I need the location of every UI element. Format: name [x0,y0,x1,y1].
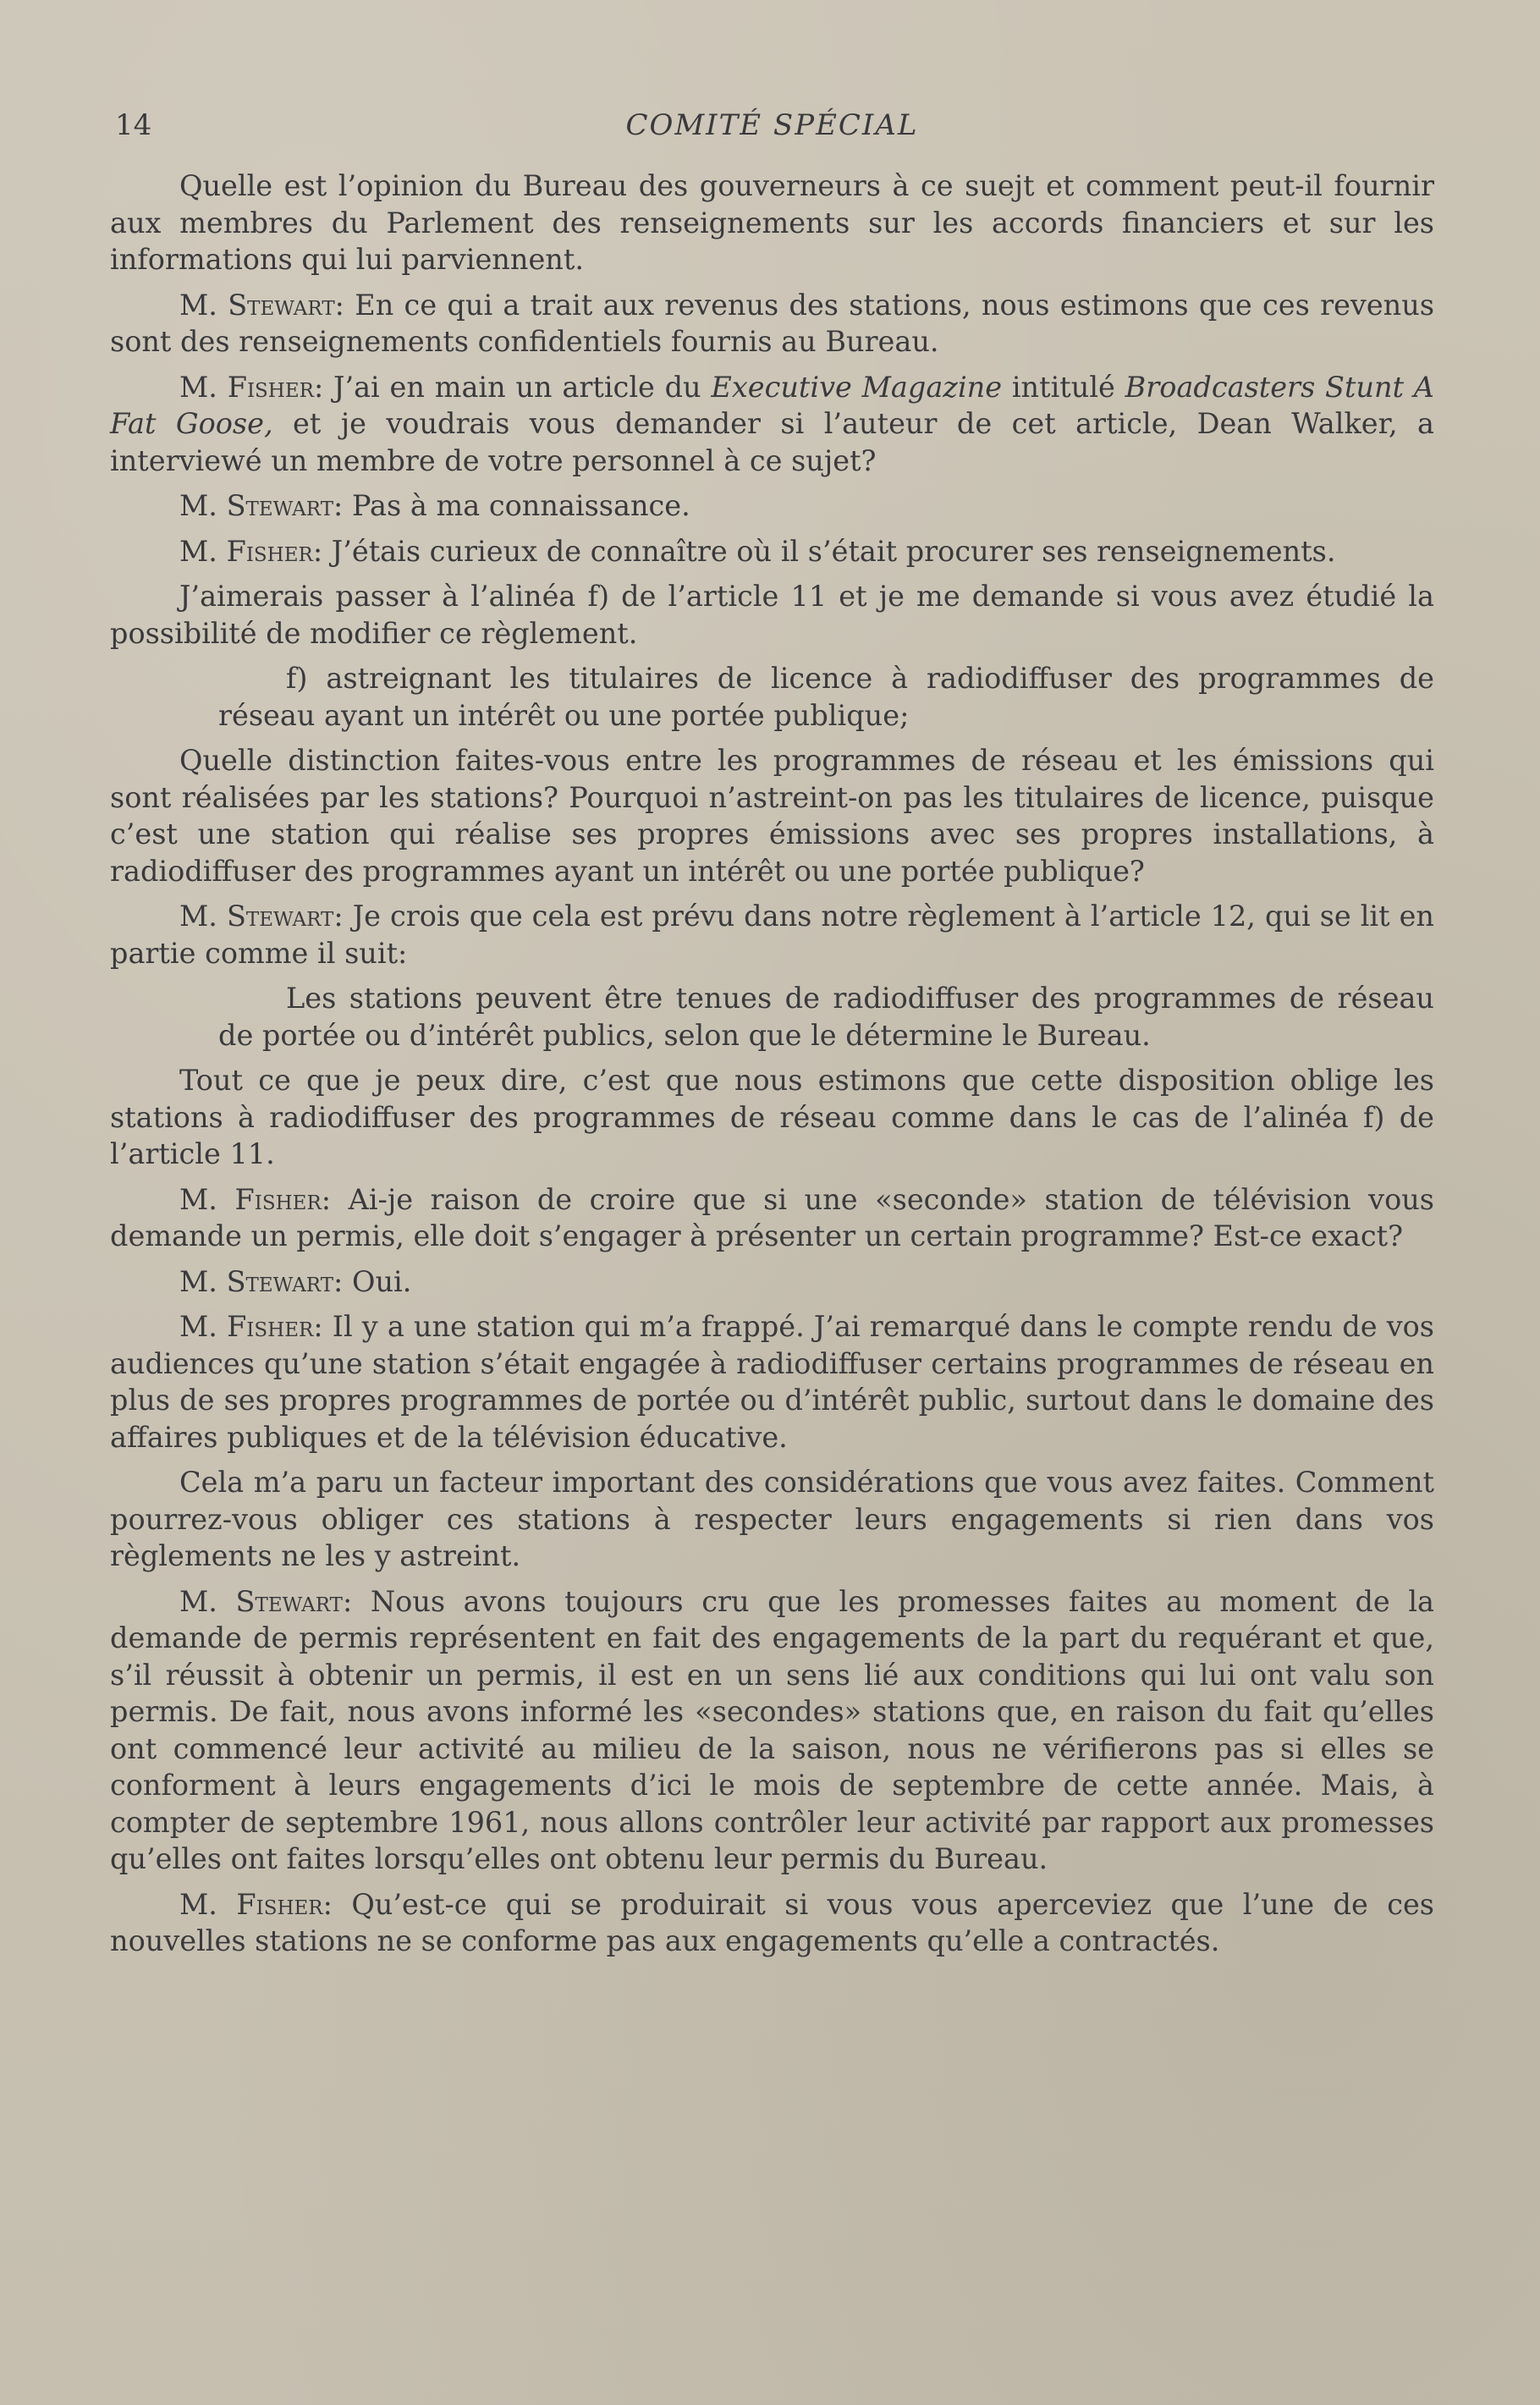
paragraph-disposition: Tout ce que je peux dire, c’est que nous estimons que cette disposition oblige les stations à radiodiffuser des programmes de réseau comme dans le cas de l’alinéa f) de l’article 11. [110,1064,1434,1170]
running-title: COMITÉ SPÉCIAL [625,108,919,142]
paragraph-fisher-article: M. Fisher: J’ai en main un article du Executive Magazine intitulé Broadcasters Stunt A Fat Goose, et je voudrais vous demander si l’auteur de cet article, Dean Walker, a interviewé un membre de votre personnel à ce sujet? [110,370,1434,477]
paragraph-stewart-oui: M. Stewart: Oui. [179,1264,412,1298]
speaker-name: M. Stewart: [179,288,344,322]
article-title: Broadcasters Stunt A Fat Goose, [110,370,1434,440]
running-head [110,108,1434,159]
paragraph-stewart-revenus: M. Stewart: En ce qui a trait aux revenus des stations, nous estimons que ces revenus sont des renseignements confidentiels fournis au Bureau. [110,288,1435,358]
paragraph-fisher-station-frappe: M. Fisher: Il y a une station qui m’a frappé. J’ai remarqué dans le compte rendu de vos audiences qu’une station s’était engagée à radiodiffuser certains programmes de réseau en plus de ses propres programmes de portée ou d’intérêt public, surtout dans le domaine des affaires publiques et de la télévision éducative. [110,1310,1434,1454]
paragraph-facteur-important: Cela m’a paru un facteur important des considérations que vous avez faites. Comment pourrez-vous obliger ces stations à respecter leurs engagements si rien dans vos règlements ne les y astreint. [110,1466,1434,1572]
speaker-name: M. Stewart: [179,1264,344,1298]
paragraph-stewart-article-12: M. Stewart: Je crois que cela est prévu dans notre règlement à l’article 12, qui se lit en partie comme il suit: [110,900,1434,970]
body-text [110,168,1434,1960]
paragraph-fisher-curieux: M. Fisher: J’étais curieux de connaître où il s’était procurer ses renseignements. [179,534,1336,568]
speaker-name: M. Stewart: [179,900,344,933]
paragraph-alinea-f: J’aimerais passer à l’alinéa f) de l’article 11 et je me demande si vous avez étudié la possibilité de modifier ce règlement. [110,580,1434,650]
speaker-name: M. Fisher: [179,1310,323,1343]
quote-article-12: Les stations peuvent être tenues de radiodiffuser des programmes de réseau de portée ou d’intérêt publics, selon que le détermine le Bureau. [218,982,1434,1052]
speaker-name: M. Fisher: [179,1182,332,1216]
paragraph-stewart-promesses: M. Stewart: Nous avons toujours cru que les promesses faites au moment de la demande de permis représentent en fait des engagements de la part du requérant et que, s’il réussit à obtenir un permis, il est en un sens lié aux conditions qui lui ont valu son permis. De fait, nous avons informé les «secondes» stations que, en raison du fait qu’elles ont commencé leur activité au milieu de la saison, nous ne vérifierons pas si elles se conforment à leurs engagements d’ici le mois de septembre de cette année. Mais, à compter de septembre 1961, nous allons contrôler leur activité par rapport aux promesses qu’elles ont faites lorsqu’elles ont obtenu leur permis du Bureau. [110,1584,1435,1875]
paragraph-distinction: Quelle distinction faites-vous entre les programmes de réseau et les émissions qui sont réalisées par les stations? Pourquoi n’astreint-on pas les titulaires de licence, puisque c’est une station qui réalise ses propres émissions avec ses propres installations, à radiodiffuser des programmes ayant un intérêt ou une portée publique? [110,744,1434,888]
speaker-name: M. Stewart: [179,1584,353,1618]
paragraph-fisher-seconde-station: M. Fisher: Ai-je raison de croire que si une «seconde» station de télévision vous demande un permis, elle doit s’engager à présenter un certain programme? Est-ce exact? [110,1182,1434,1252]
quote-alinea-f: f) astreignant les titulaires de licence à radiodiffuser des programmes de réseau ayant un intérêt ou une portée publique; [218,662,1434,732]
paragraph-fisher-engagements: M. Fisher: Qu’est-ce qui se produirait si vous vous aperceviez que l’une de ces nouvelles stations ne se conforme pas aux engagements qu’elle a contractés. [110,1887,1435,1957]
speaker-name: M. Fisher: [179,1887,333,1921]
page-number: 14 [115,108,152,142]
speaker-name: M. Fisher: [179,534,323,568]
paragraph-stewart-connaissance: M. Stewart: Pas à ma connaissance. [179,489,690,522]
magazine-title: Executive Magazine [711,370,1003,404]
speaker-name: M. Stewart: [179,489,344,522]
speaker-name: M. Fisher: [179,370,324,404]
paragraph-question-bureau: Quelle est l’opinion du Bureau des gouverneurs à ce suejt et comment peut-il fournir aux membres du Parlement des renseignements sur les accords financiers et sur les informations qui lui parviennent. [110,169,1434,276]
document-page [110,108,1434,1968]
